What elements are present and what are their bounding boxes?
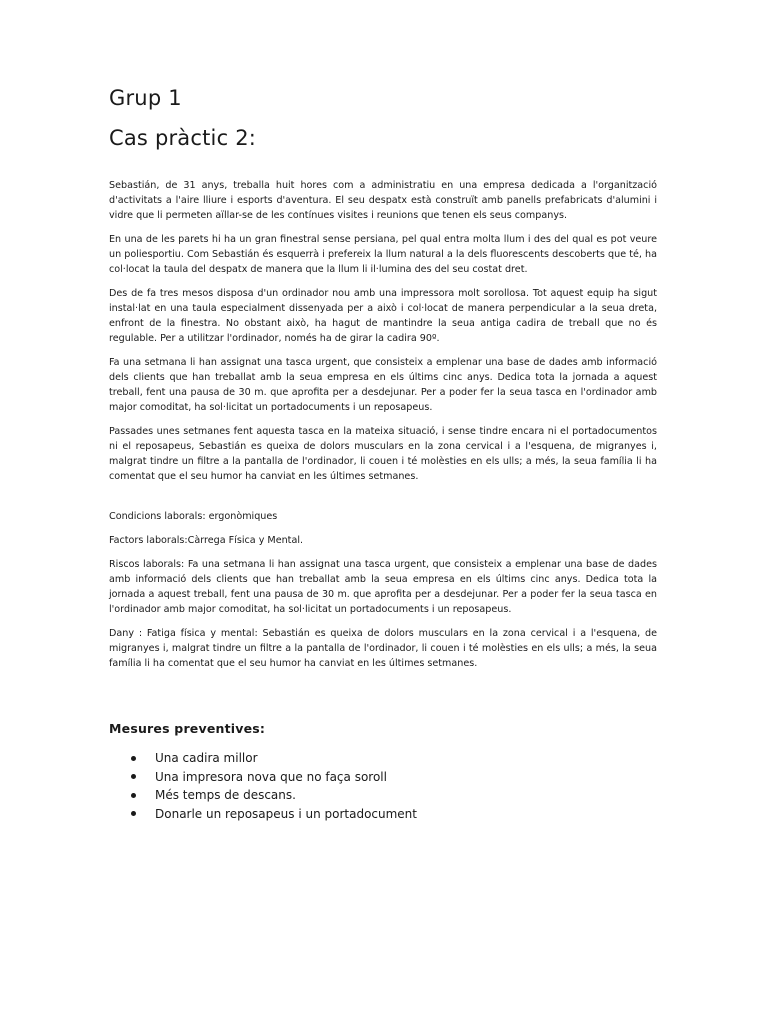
paragraph-2: En una de les parets hi ha un gran finestral sense persiana, pel qual entra molta llum i des del qual es pot veure un poliesportiu. Com Sebastián és esquerrà i prefereix la llum natural a la dels fluorescents descoberts que té, ha col·locat la taula del despatx de manera que la llum li il·lumina des del seu costat dret. [109, 234, 657, 275]
bullet-icon [131, 793, 136, 798]
list-item [109, 749, 657, 768]
measures-list [109, 749, 657, 823]
list-item [109, 768, 657, 787]
paragraph-1: Sebastián, de 31 anys, treballa huit hores com a administratiu en una empresa dedicada a l'organització d'activitats a l'aire lliure i esports d'aventura. El seu despatx està construït amb panells prefabricats d'alumini i vidre que li permeten aïllar-se de les contínues visites i reunions que tenen els seus companys. [109, 180, 657, 221]
paragraph-3: Des de fa tres mesos disposa d'un ordinador nou amb una impressora molt sorollosa. Tot aquest equip ha sigut instal·lat en una taula especialment dissenyada per a això i col·locat de manera perpendicular a la seua dreta, enfront de la finestra. No obstant això, ha hagut de mantindre la seua antiga cadira de treball que no és regulable. Per a utilitzar l'ordinador, només ha de girar la cadira 90º. [109, 288, 657, 344]
conditions-line: Condicions laborals: ergonòmiques [109, 511, 278, 522]
measure-text: Una impresora nova que no faça soroll [155, 769, 387, 784]
bullet-icon [131, 756, 136, 761]
factors-line: Factors laborals:Càrrega Física y Mental. [109, 535, 304, 546]
risks-paragraph: Riscos laborals: Fa una setmana li han assignat una tasca urgent, que consisteix a emplenar una base de dades amb informació dels clients que han treballat amb la seua empresa en els últims cinc anys. Dedica tota la jornada a aquest treball, fent una pausa de 30 m. que aprofita per a desdejunar. Per a poder fer la seua tasca en l'ordinador amb major comoditat, ha sol·licitat un portadocuments i un reposapeus. [109, 559, 657, 615]
measures-heading: Mesures preventives: [109, 721, 266, 736]
list-item [109, 786, 657, 805]
bullet-icon [131, 811, 136, 816]
bullet-icon [131, 774, 136, 779]
section-spacer [109, 484, 657, 509]
measure-text: Una cadira millor [155, 751, 258, 765]
measure-text: Més temps de descans. [155, 788, 296, 802]
group-title: Grup 1 [109, 86, 182, 110]
document-content [109, 86, 657, 823]
list-item [109, 805, 657, 824]
paragraph-4: Fa una setmana li han assignat una tasca urgent, que consisteix a emplenar una base de dades amb informació dels clients que han treballat amb la seua empresa en els últims cinc anys. Dedica tota la jornada a aquest treball, fent una pausa de 30 m. que aprofita per a desdejunar. Per a poder fer la seua tasca en l'ordinador amb major comoditat, ha sol·licitat un portadocuments i un reposapeus. [109, 357, 657, 413]
damage-paragraph: Dany : Fatiga física y mental: Sebastián es queixa de dolors musculars en la zona cervical i a l'esquena, de migranyes i, malgrat tindre un filtre a la pantalla de l'ordinador, li couen i té molèsties en els ulls; a més, la seua família li ha comentat que el seu humor ha canviat en les últimes setmanes. [109, 628, 657, 669]
case-title: Cas pràctic 2: [109, 126, 257, 150]
measure-text: Donarle un reposapeus i un portadocument [155, 806, 417, 821]
paragraph-5: Passades unes setmanes fent aquesta tasca en la mateixa situació, i sense tindre encara ni el portadocumentos ni el reposapeus, Sebastián es queixa de dolors musculars en la zona cervical i a l'esquena, de migranyes i, malgrat tindre un filtre a la pantalla de l'ordinador, li couen i té molèsties en els ulls; a més, la seua família li ha comentat que el seu humor ha canviat en les últimes setmanes. [109, 426, 657, 482]
